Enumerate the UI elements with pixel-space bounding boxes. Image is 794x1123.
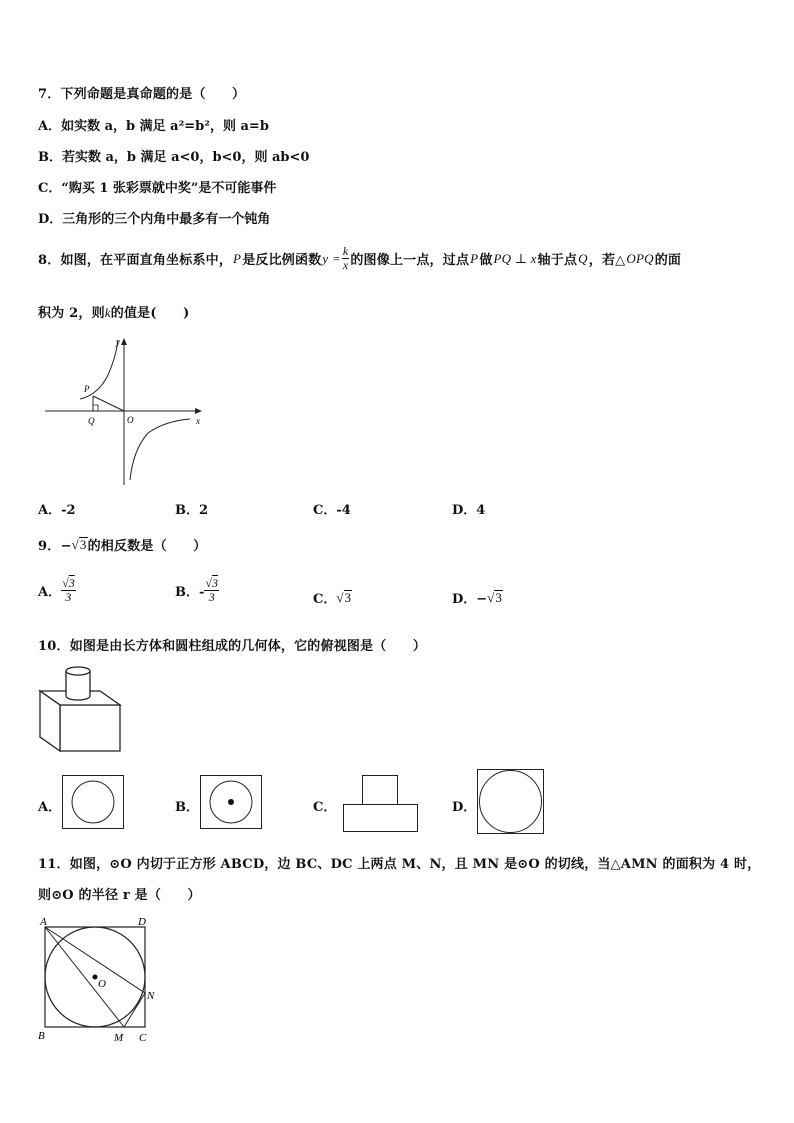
q9-stem-post: 的相反数是（ ） (87, 539, 207, 554)
q8-frac-den: x (342, 258, 349, 272)
q10-option-d-figure (477, 769, 545, 835)
q10-box-front (60, 705, 120, 751)
q8-stem-part: 的面 (654, 253, 682, 268)
q9-frac-num: √3 (205, 576, 218, 590)
q9-option-d-label: D．− (452, 592, 488, 607)
q9-option-b-frac (204, 577, 219, 604)
q11-label-m: M (114, 1032, 124, 1044)
q8-right-angle-mark (93, 405, 98, 411)
q8-stem-line2 (38, 302, 189, 321)
q11-segment-an (45, 927, 145, 993)
q9-option-a-label: A． (38, 585, 62, 600)
q8-stem-part: 的值是( ) (110, 306, 190, 321)
q8-p-var: P (233, 250, 242, 266)
q7-stem: 7．下列命题是真命题的是（ ） (38, 87, 246, 102)
q8-label-o: O (127, 415, 134, 425)
q9-stem-pre: 9．− (38, 539, 72, 554)
q8-label-x: x (196, 416, 200, 426)
q9-sqrt: √3 (71, 536, 87, 552)
q9-option-a-frac (61, 577, 76, 604)
q9-radicand: 3 (495, 589, 502, 605)
q8-frac-num: k (342, 244, 349, 258)
q8-label-p: P (84, 384, 90, 394)
q11-stem-line1: 11．如图，⊙O 内切于正方形 ABCD，边 BC、DC 上两点 M、N，且 MN 是⊙O 的切线，当△AMN 的面积为 4 时， (38, 857, 761, 872)
q10-option-a-label: A． (38, 800, 62, 815)
q8-curve-q4 (130, 419, 190, 480)
q9-radicand: 3 (344, 589, 351, 605)
q8-stem-part: 做 (479, 253, 493, 268)
q11-label-n: N (147, 990, 155, 1002)
q8-stem-part: 的图像上一点，过点 (350, 253, 470, 268)
q9-frac-num: √3 (62, 576, 75, 590)
q8-fraction (342, 245, 350, 272)
q8-y-eq: y = (322, 250, 341, 266)
q9-option-b-label: B．- (175, 585, 205, 600)
q9-option-c-sqrt: √3 (336, 589, 351, 605)
q9-option-c-label: C． (313, 592, 337, 607)
q9-option-b (175, 577, 219, 604)
q11-center-dot (93, 975, 98, 980)
q9-option-d-sqrt: √3 (487, 589, 502, 605)
q11-segment-mn (124, 993, 145, 1027)
q8-p-var: P (470, 250, 479, 266)
q8-stem-part: 是反比例函数 (242, 253, 322, 268)
q11-label-b: B (38, 1030, 45, 1042)
q8-pq-perp: PQ ⊥ x (493, 250, 537, 266)
q11-stem-line2: 则⊙O 的半径 r 是（ ） (38, 888, 201, 903)
q10-solid-figure (38, 665, 124, 755)
q8-label-q: Q (88, 416, 95, 426)
q8-option-b: B．2 (175, 503, 209, 518)
q9-option-c (313, 588, 352, 607)
q9-option-a (38, 577, 76, 604)
q9-frac-den: 3 (208, 590, 215, 604)
q8-x-arrow (195, 408, 202, 414)
q10-option-b-figure (200, 775, 262, 829)
q8-stem-part: 积为 2，则 (38, 306, 105, 321)
q8-option-c: C．-4 (313, 503, 351, 518)
q8-k-var: k (104, 305, 111, 320)
q8-stem-part: ，若△ (588, 253, 626, 268)
q8-stem-line1 (38, 245, 681, 272)
q8-stem-part: 轴于点 (537, 253, 578, 268)
q10-option-c-figure (343, 775, 419, 833)
q11-label-a: A (40, 916, 47, 928)
q8-opq: OPQ (626, 250, 654, 266)
q9-stem (38, 535, 206, 554)
q8-q-var: Q (578, 250, 588, 266)
q7-option-c: C．“购买 1 张彩票就中奖”是不可能事件 (38, 181, 277, 196)
q10-option-a-figure (62, 775, 124, 829)
q8-option-a: A．-2 (38, 503, 76, 518)
q11-label-c: C (139, 1032, 147, 1044)
q8-option-d: D．4 (452, 503, 486, 518)
q8-y-arrow (121, 338, 127, 345)
q7-option-d: D．三角形的三个内角中最多有一个钝角 (38, 212, 271, 227)
q9-radicand: 3 (79, 536, 87, 552)
q10-option-c-label: C． (313, 800, 337, 815)
q11-label-o: O (98, 978, 106, 990)
q8-figure (40, 335, 215, 490)
q9-frac-radicand: 3 (211, 576, 218, 590)
q10-cylinder-top (66, 667, 90, 675)
q11-segment-am (45, 927, 124, 1027)
q9-frac-den: 3 (65, 590, 72, 604)
q7-option-a: A．如实数 a，b 满足 a²=b²，则 a=b (38, 119, 269, 134)
q7-option-b: B．若实数 a，b 满足 a<0，b<0，则 ab<0 (38, 150, 310, 165)
q8-stem-part: 8．如图，在平面直角坐标系中， (38, 253, 233, 268)
q11-label-d: D (138, 916, 146, 928)
q11-figure (36, 915, 166, 1050)
q10-option-b-label: B． (175, 800, 199, 815)
q9-option-d (452, 588, 503, 607)
q10-option-d-label: D． (452, 800, 477, 815)
q10-stem: 10．如图是由长方体和圆柱组成的几何体，它的俯视图是（ ） (38, 639, 427, 654)
q9-frac-radicand: 3 (68, 576, 75, 590)
q8-label-y: y (116, 337, 120, 347)
